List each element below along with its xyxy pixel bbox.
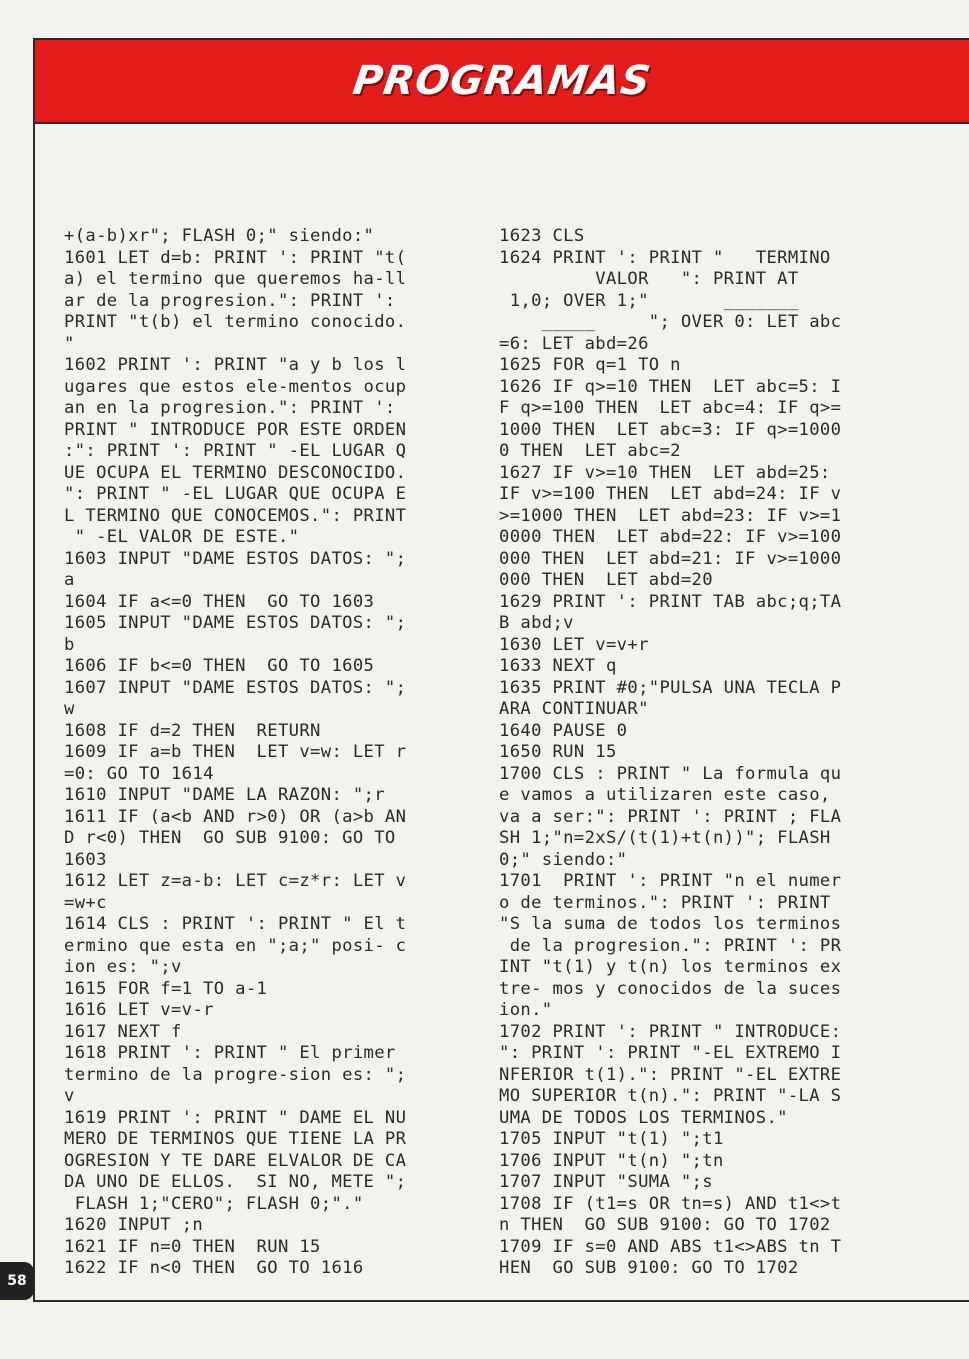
code-line: 1707 INPUT "SUMA ";s [499,1172,713,1192]
code-line: 1612 LET z=a-b: LET c=z*r: LET v [64,871,407,891]
code-line: 1610 INPUT "DAME LA RAZON: ";r [64,785,385,805]
page-frame-bottom [33,1300,969,1302]
code-line: 1620 INPUT ;n [64,1215,204,1235]
code-line: ar de la progresion.": PRINT ': [64,290,396,311]
code-line: 1605 INPUT "DAME ESTOS DATOS: "; [64,613,407,633]
code-line: ": PRINT ': PRINT "-EL EXTREMO I [499,1043,842,1063]
code-line: 1630 LET v=v+r [499,634,649,655]
code-column-right [499,226,911,1280]
code-line: 1603 [64,849,107,870]
code-line: UMA DE TODOS LOS TERMINOS." [499,1107,788,1128]
code-line: 1602 PRINT ': PRINT "a y b los l [64,355,407,375]
code-line: HEN GO SUB 9100: GO TO 1702 [499,1258,799,1278]
code-line: 1618 PRINT ': PRINT " El primer [64,1043,396,1063]
code-line: ARA CONTINUAR" [499,699,649,719]
page-frame-left [33,38,35,1300]
code-line: 1615 FOR f=1 TO a-1 [64,978,268,999]
code-line: 1000 THEN LET abc=3: IF q>=1000 [499,419,842,440]
code-line: de la progresion.": PRINT ': PR [499,935,842,956]
code-line: 1609 IF a=b THEN LET v=w: LET r [64,742,407,762]
code-line: 000 THEN LET abd=21: IF v>=1000 [499,548,842,569]
code-line: 1700 CLS : PRINT " La formula qu [499,763,842,784]
code-line: va a ser:": PRINT ': PRINT ; FLA [499,806,842,827]
code-line: 1616 LET v=v-r [64,1000,214,1020]
code-line: e vamos a utilizaren este caso, [499,785,831,805]
code-line: 1625 FOR q=1 TO n [499,355,681,375]
code-line: a [64,570,75,590]
code-line: 1,0; OVER 1;" _______ [499,290,799,311]
code-line: a) el termino que queremos ha-ll [64,269,407,289]
code-line: 1629 PRINT ': PRINT TAB abc;q;TA [499,591,842,612]
code-line: 1617 NEXT f [64,1021,182,1042]
code-line: 1701 PRINT ': PRINT "n el numer [499,871,842,891]
code-line: VALOR ": PRINT AT [499,269,799,289]
code-line: 000 THEN LET abd=20 [499,570,713,590]
code-line: +(a-b)xr"; FLASH 0;" siendo:" [64,226,375,246]
section-banner [35,38,969,124]
code-line: 1619 PRINT ': PRINT " DAME EL NU [64,1107,407,1128]
code-line: 1708 IF (t1=s OR tn=s) AND t1<>t [499,1193,842,1214]
code-line: >=1000 THEN LET abd=23: IF v>=1 [499,505,842,526]
code-line: o de terminos.": PRINT ': PRINT [499,892,831,913]
code-line: 0;" siendo:" [499,849,628,870]
code-line: ermino que esta en ";a;" posi- c [64,935,407,956]
code-line: "S la suma de todos los terminos [499,914,842,934]
code-line: 1709 IF s=0 AND ABS t1<>ABS tn T [499,1236,842,1257]
code-line: FLASH 1;"CERO"; FLASH 0;"." [64,1193,364,1214]
code-line: MO SUPERIOR t(n).": PRINT "-LA S [499,1086,842,1106]
code-line: 1640 PAUSE 0 [499,720,628,741]
code-line: 1607 INPUT "DAME ESTOS DATOS: "; [64,677,407,698]
code-line: B abd;v [499,613,574,633]
code-line: 1622 IF n<0 THEN GO TO 1616 [64,1258,364,1278]
code-line: n THEN GO SUB 9100: GO TO 1702 [499,1215,831,1235]
code-line: IF v>=100 THEN LET abd=24: IF v [499,484,842,504]
code-line: 1626 IF q>=10 THEN LET abc=5: I [499,376,842,397]
code-line: =0: GO TO 1614 [64,763,214,784]
code-line: 1601 LET d=b: PRINT ': PRINT "t( [64,247,407,268]
code-line: 1633 NEXT q [499,656,617,676]
code-line: 1603 INPUT "DAME ESTOS DATOS: "; [64,548,407,569]
code-line: 1627 IF v>=10 THEN LET abd=25: [499,462,831,483]
code-line: =w+c [64,892,107,913]
code-line: termino de la progre-sion es: "; [64,1064,407,1085]
page-number-badge: 58 [0,1262,34,1300]
code-line: PRINT "t(b) el termino conocido. [64,312,407,332]
code-line: v [64,1086,75,1106]
code-line: 1604 IF a<=0 THEN GO TO 1603 [64,591,375,612]
code-line: b [64,634,75,655]
code-line: =6: LET abd=26 [499,333,649,354]
code-line: ion." [499,1000,553,1020]
code-line: 1611 IF (a<b AND r>0) OR (a>b AN [64,806,407,827]
code-line: 1608 IF d=2 THEN RETURN [64,720,321,741]
code-line: F q>=100 THEN LET abc=4: IF q>= [499,398,842,418]
code-line: tre- mos y conocidos de la suces [499,978,842,999]
code-column-left [64,226,476,1280]
code-line: ion es: ";v [64,957,182,977]
code-line: NFERIOR t(1).": PRINT "-EL EXTRE [499,1064,842,1085]
code-line: 1650 RUN 15 [499,742,617,762]
code-line: L TERMINO QUE CONOCEMOS.": PRINT [64,505,407,526]
code-line: 1705 INPUT "t(1) ";t1 [499,1129,724,1149]
code-line: :": PRINT ': PRINT " -EL LUGAR Q [64,441,407,461]
code-line: 1624 PRINT ': PRINT " TERMINO [499,247,831,268]
code-line: ugares que estos ele-mentos ocup [64,376,407,397]
code-line: 1635 PRINT #0;"PULSA UNA TECLA P [499,677,842,698]
code-line: an en la progresion.": PRINT ': [64,398,396,418]
code-line: 1614 CLS : PRINT ': PRINT " El t [64,914,407,934]
code-line: 1606 IF b<=0 THEN GO TO 1605 [64,656,375,676]
section-title: PROGRAMAS [350,58,654,104]
code-line: 0 THEN LET abc=2 [499,441,681,461]
code-line: w [64,699,75,719]
code-line: _____ "; OVER 0: LET abc [499,312,842,332]
code-line: 1706 INPUT "t(n) ";tn [499,1150,724,1171]
code-line: MERO DE TERMINOS QUE TIENE LA PR [64,1129,407,1149]
code-line: OGRESION Y TE DARE ELVALOR DE CA [64,1150,407,1171]
code-line: " [64,333,75,354]
code-line: 0000 THEN LET abd=22: IF v>=100 [499,527,842,547]
code-line: " -EL VALOR DE ESTE." [64,527,300,547]
code-line: INT "t(1) y t(n) los terminos ex [499,957,842,977]
code-line: ": PRINT " -EL LUGAR QUE OCUPA E [64,484,407,504]
code-line: D r<0) THEN GO SUB 9100: GO TO [64,828,396,848]
code-line: 1702 PRINT ': PRINT " INTRODUCE: [499,1021,842,1042]
code-line: UE OCUPA EL TERMINO DESCONOCIDO. [64,462,407,483]
code-line: DA UNO DE ELLOS. SI NO, METE "; [64,1172,407,1192]
code-line: PRINT " INTRODUCE POR ESTE ORDEN [64,419,407,440]
code-line: 1623 CLS [499,226,585,246]
code-line: 1621 IF n=0 THEN RUN 15 [64,1236,321,1257]
code-line: SH 1;"n=2xS/(t(1)+t(n))"; FLASH [499,828,831,848]
